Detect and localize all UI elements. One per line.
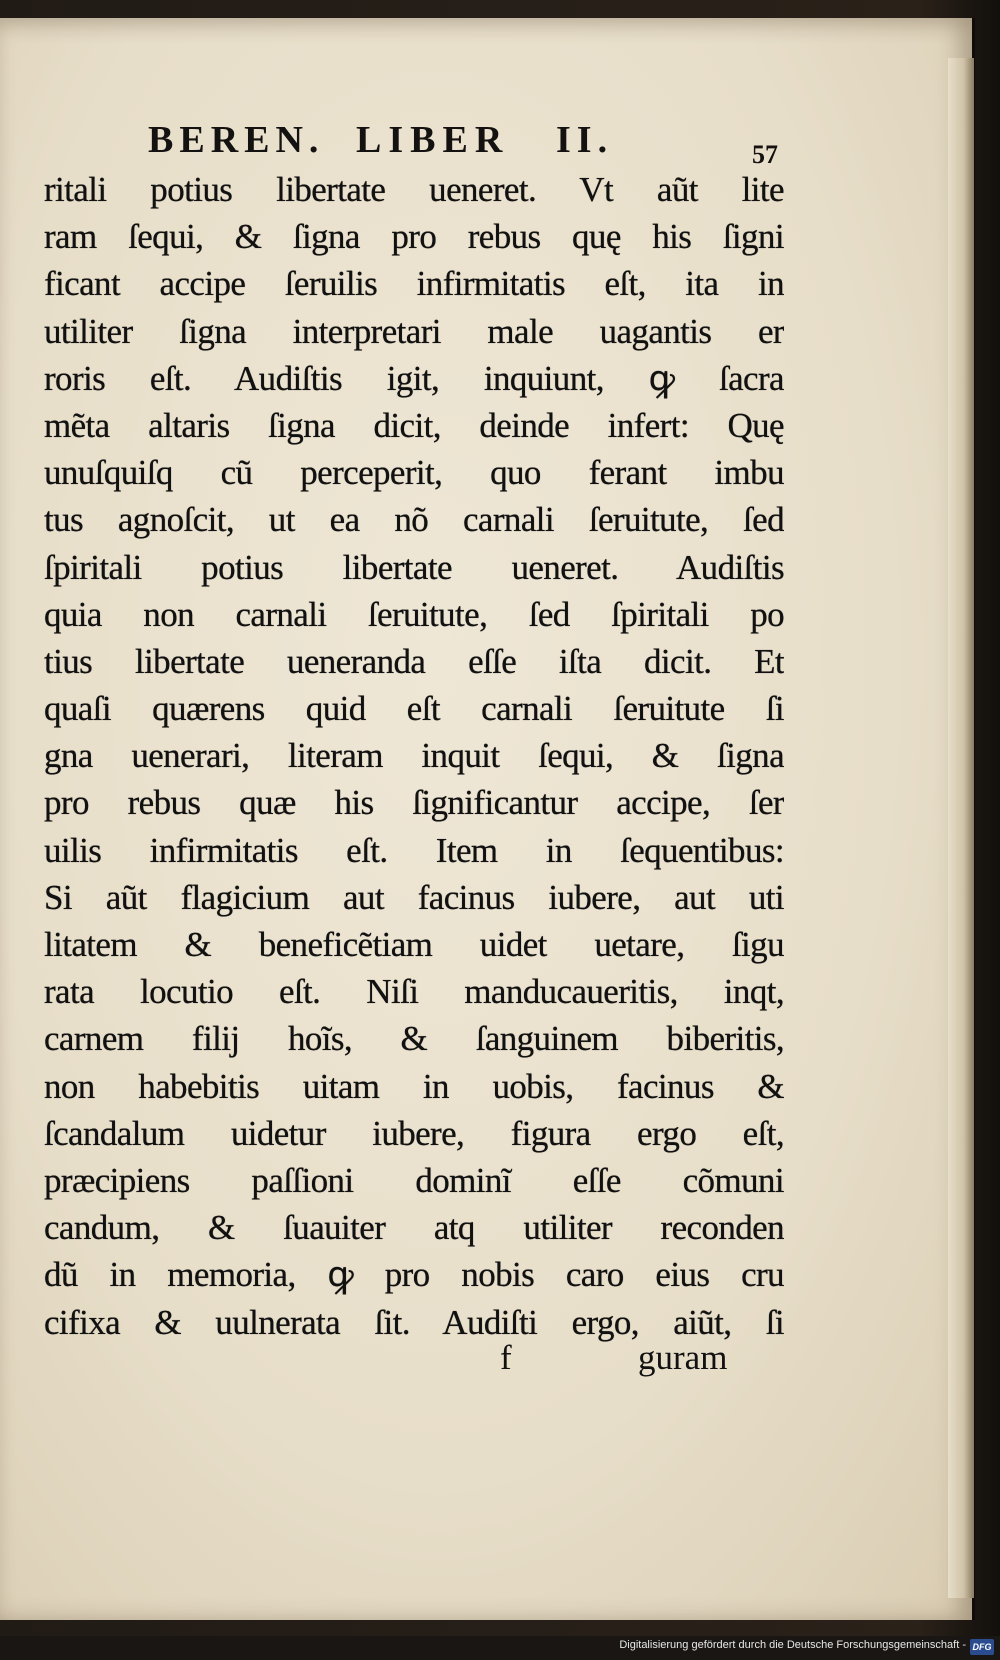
page-fore-edge [948,58,974,1598]
text-line: pro rebus quæ his ſignificantur accipe, ſer [44,783,784,823]
text-line: utiliter ſigna interpretari male uagantis er [44,311,784,351]
running-head-right: II. [556,119,614,161]
text-line: rata locutio eſt. Niſi manducaueritis, inqt, [44,972,784,1012]
dfg-logo-icon: DFG [970,1639,994,1655]
text-line: dũ in memoria, ꝙ pro nobis caro eius cru [44,1255,784,1295]
text-line: tus agnoſcit, ut ea nõ carnali ſeruitute, ſed [44,500,784,540]
signature-mark: f [500,1338,512,1377]
book-page [0,18,975,1620]
text-line: candum, & ſuauiter atq utiliter reconden [44,1208,784,1248]
text-line: quia non carnali ſeruitute, ſed ſpiritali po [44,594,784,634]
footer-credit: Digitalisierung gefördert durch die Deutsche Forschungsgemeinschaft - [619,1639,966,1651]
text-line: litatem & beneficẽtiam uidet uetare, ſigu [44,925,784,964]
text-line: carnem filij hoĩs, & ſanguinem biberitis, [44,1019,784,1059]
text-line: quaſi quærens quid eſt carnali ſeruitute ſi [44,689,784,729]
catchword-line [44,1338,784,1388]
text-line: ſcandalum uidetur iubere, figura ergo eſt, [44,1113,784,1153]
text-line: ſpiritali potius libertate ueneret. Audiſtis [44,547,784,587]
text-line: unuſquiſq cũ perceperit, quo ferant imbu [44,453,784,493]
running-head-left: BEREN. [148,119,325,161]
text-line: ritali potius libertate ueneret. Vt aũt lite [44,170,784,209]
text-line: roris eſt. Audiſtis igit, inquiunt, ꝙ ſacra [44,358,784,398]
text-line: ficant accipe ſeruilis infirmitatis eſt, ita in [44,264,784,304]
running-head [148,118,788,164]
text-line: non habebitis uitam in uobis, facinus & [44,1066,784,1106]
running-head-center: LIBER [356,119,510,161]
digitization-footer [0,1636,1000,1660]
text-line: præcipiens paſſioni dominĩ eſſe cõmuni [44,1160,784,1200]
text-line: tius libertate ueneranda eſſe iſta dicit. Et [44,641,784,681]
text-line: Si aũt flagicium aut facinus iubere, aut uti [44,877,784,917]
text-line: cifixa & uulnerata ſit. Audiſti ergo, aiũt, ſi [44,1302,784,1342]
text-line: gna uenerari, literam inquit ſequi, & ſigna [44,736,784,776]
text-line: ram ſequi, & ſigna pro rebus quę his ſigni [44,217,784,257]
text-line: uilis infirmitatis eſt. Item in ſequentibus: [44,830,784,870]
catchword: guram [638,1338,728,1377]
body-text [44,166,784,1346]
text-line: mẽta altaris ſigna dicit, deinde infert: Quę [44,405,784,445]
folio-number: 57 [752,140,778,169]
